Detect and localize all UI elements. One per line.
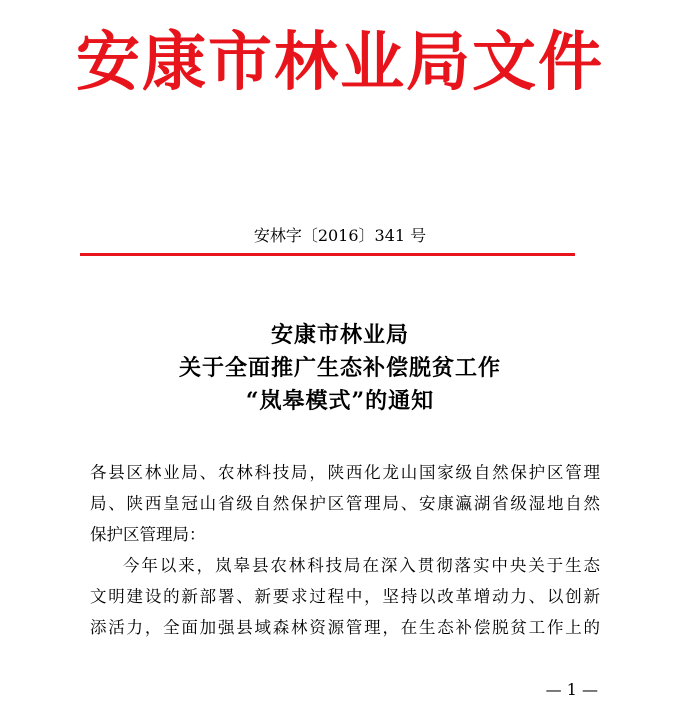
title-line-issuer: 安康市林业局 bbox=[270, 322, 409, 348]
notice-body bbox=[90, 457, 600, 643]
addressee-line: 局、陕西皇冠山省级自然保护区管理局、安康瀛湖省级湿地自然 bbox=[90, 494, 600, 513]
notice-title bbox=[0, 319, 680, 418]
addressee-line: 保护区管理局： bbox=[90, 525, 206, 544]
addressee-line: 各县区林业局、农林科技局，陕西化龙山国家级自然保护区管理 bbox=[90, 463, 600, 482]
document-masthead: 安康市林业局文件 bbox=[76, 25, 604, 100]
red-divider-line bbox=[80, 253, 575, 256]
paragraph-line: 今年以来，岚皋县农林科技局在深入贯彻落实中央关于生态 bbox=[123, 556, 600, 575]
document-number: 安林字〔2016〕341 号 bbox=[253, 226, 427, 245]
page-number: — 1 — bbox=[545, 680, 598, 699]
paragraph-line: 文明建设的新部署、新要求过程中，坚持以改革增动力、以创新 bbox=[90, 587, 600, 606]
title-line-model: “岚皋模式”的通知 bbox=[245, 388, 435, 414]
paragraph-line: 添活力，全面加强县域森林资源管理，在生态补偿脱贫工作上的 bbox=[90, 618, 600, 637]
title-line-subject: 关于全面推广生态补偿脱贫工作 bbox=[178, 355, 501, 381]
